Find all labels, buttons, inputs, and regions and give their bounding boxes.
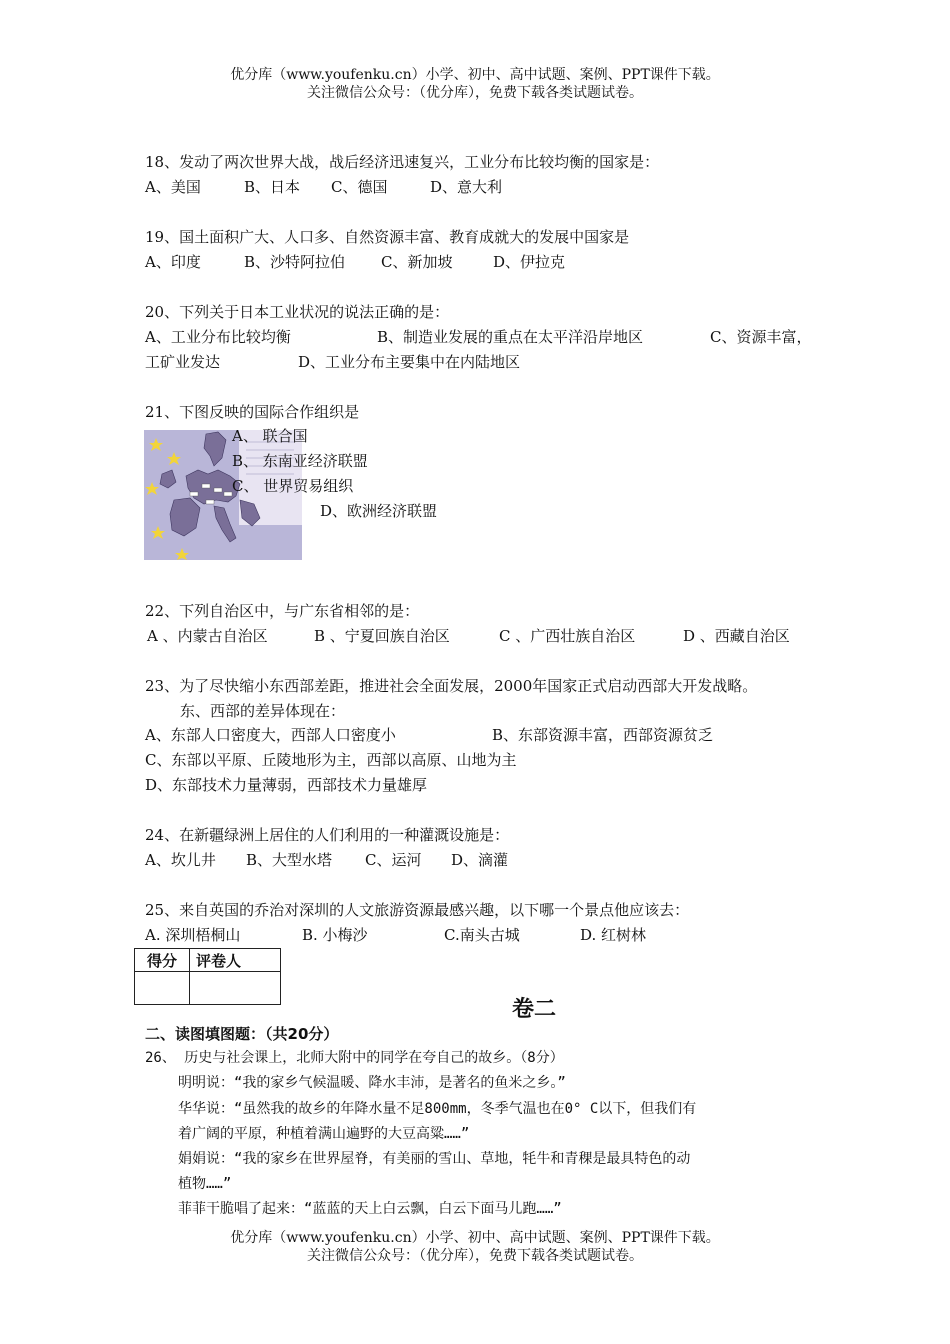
q22-option-b: B 、宁夏回族自治区 (314, 627, 450, 645)
q21-stem: 21、下图反映的国际合作组织是 (145, 403, 360, 421)
q22-stem: 22、下列自治区中，与广东省相邻的是： (145, 602, 420, 620)
page-footer (0, 1229, 950, 1265)
q23-option-c: C、东部以平原、丘陵地形为主，西部以高原、山地为主 (145, 751, 517, 769)
q19-option-c: C、新加坡 (381, 253, 453, 271)
q18-option-b: B、日本 (244, 178, 301, 196)
footer-line-1: 优分库（www.youfenku.cn）小学、初中、高中试题、案例、PPT课件下载。 (230, 1230, 720, 1246)
q19-option-a: A、印度 (145, 253, 201, 271)
q26-huahua-line2: 着广阔的平原，种植着满山遍野的大豆高粱……” (178, 1126, 470, 1142)
q20-option-b: B、制造业发展的重点在太平洋沿岸地区 (377, 328, 644, 346)
page-header (0, 66, 950, 102)
grader-cell[interactable] (190, 972, 281, 1005)
q25-stem: 25、来自英国的乔治对深圳的人文旅游资源最感兴趣，以下哪一个景点他应该去： (145, 901, 690, 919)
q20-option-d: D、工业分布主要集中在内陆地区 (298, 353, 521, 371)
q23-option-d: D、东部技术力量薄弱，西部技术力量雄厚 (145, 776, 428, 794)
q19-stem: 19、国土面积广大、人口多、自然资源丰富、教育成就大的发展中国家是 (145, 228, 630, 246)
header-line-2: 关注微信公众号：（优分库），免费下载各类试题试卷。 (307, 85, 643, 101)
footer-line-2: 关注微信公众号：（优分库），免费下载各类试题试卷。 (307, 1248, 643, 1264)
q21-option-a: A、 联合国 (232, 427, 308, 445)
q21-option-d: D、欧洲经济联盟 (320, 502, 438, 520)
q20-option-c-cont: 工矿业发达 (145, 353, 221, 371)
q18-option-d: D、意大利 (430, 178, 503, 196)
q23-option-a: A、东部人口密度大，西部人口密度小 (145, 726, 396, 744)
q18-option-c: C、德国 (331, 178, 388, 196)
score-table (134, 948, 281, 1005)
score-cell[interactable] (135, 972, 190, 1005)
q26-juanjuan-line1: 娟娟说：“我的家乡在世界屋脊，有美丽的雪山、草地，牦牛和青稞是最具特色的动 (178, 1151, 691, 1167)
q25-option-d: D. 红树林 (580, 926, 647, 944)
q18-stem: 18、发动了两次世界大战，战后经济迅速复兴，工业分布比较均衡的国家是： (145, 153, 660, 171)
q22-option-a: A 、内蒙古自治区 (147, 627, 268, 645)
q23-option-b: B、东部资源丰富，西部资源贫乏 (492, 726, 714, 744)
q21-option-c: C、 世界贸易组织 (232, 477, 354, 495)
q23-stem: 23、为了尽快缩小东西部差距，推进社会全面发展，2000年国家正式启动西部大开发战略。 (145, 677, 758, 695)
q21-option-b: B、 东南亚经济联盟 (232, 452, 368, 470)
q26-stem: 26、 历史与社会课上，北师大附中的同学在夸自己的故乡。（8分） (145, 1050, 564, 1066)
q24-option-a: A、坎儿井 (145, 851, 216, 869)
q24-stem: 24、在新疆绿洲上居住的人们利用的一种灌溉设施是： (145, 826, 510, 844)
q23-stem-cont: 东、西部的差异体现在： (180, 702, 346, 720)
score-header: 得分 (135, 949, 190, 972)
q19-option-d: D、伊拉克 (493, 253, 566, 271)
q25-option-a: A. 深圳梧桐山 (145, 926, 241, 944)
q20-stem: 20、下列关于日本工业状况的说法正确的是： (145, 303, 450, 321)
q24-option-d: D、滴灌 (451, 851, 509, 869)
q24-option-b: B、大型水塔 (246, 851, 333, 869)
section-title: 二、读图填图题：（共20分） (145, 1025, 339, 1043)
q19-option-b: B、沙特阿拉伯 (244, 253, 346, 271)
q20-option-c: C、资源丰富， (710, 328, 812, 346)
header-line-1: 优分库（www.youfenku.cn）小学、初中、高中试题、案例、PPT课件下载。 (230, 67, 720, 83)
grader-header: 评卷人 (190, 949, 281, 972)
q26-juanjuan-line2: 植物……” (178, 1176, 232, 1192)
q26-mingming: 明明说：“我的家乡气候温暖、降水丰沛，是著名的鱼米之乡。” (178, 1075, 566, 1091)
q26-feifei: 菲菲干脆唱了起来：“蓝蓝的天上白云飘，白云下面马儿跑……” (178, 1201, 562, 1217)
q22-option-c: C 、广西壮族自治区 (499, 627, 636, 645)
q25-option-b: B. 小梅沙 (302, 926, 368, 944)
q18-option-a: A、美国 (145, 178, 201, 196)
q26-huahua-line1: 华华说：“虽然我的故乡的年降水量不足800mm，冬季气温也在0° C以下，但我们有 (178, 1101, 697, 1117)
q24-option-c: C、运河 (365, 851, 422, 869)
q22-option-d: D 、西藏自治区 (683, 627, 790, 645)
q25-option-c: C.南头古城 (444, 926, 520, 944)
volume-title: 卷二 (512, 996, 557, 1022)
q20-option-a: A、工业分布比较均衡 (145, 328, 291, 346)
